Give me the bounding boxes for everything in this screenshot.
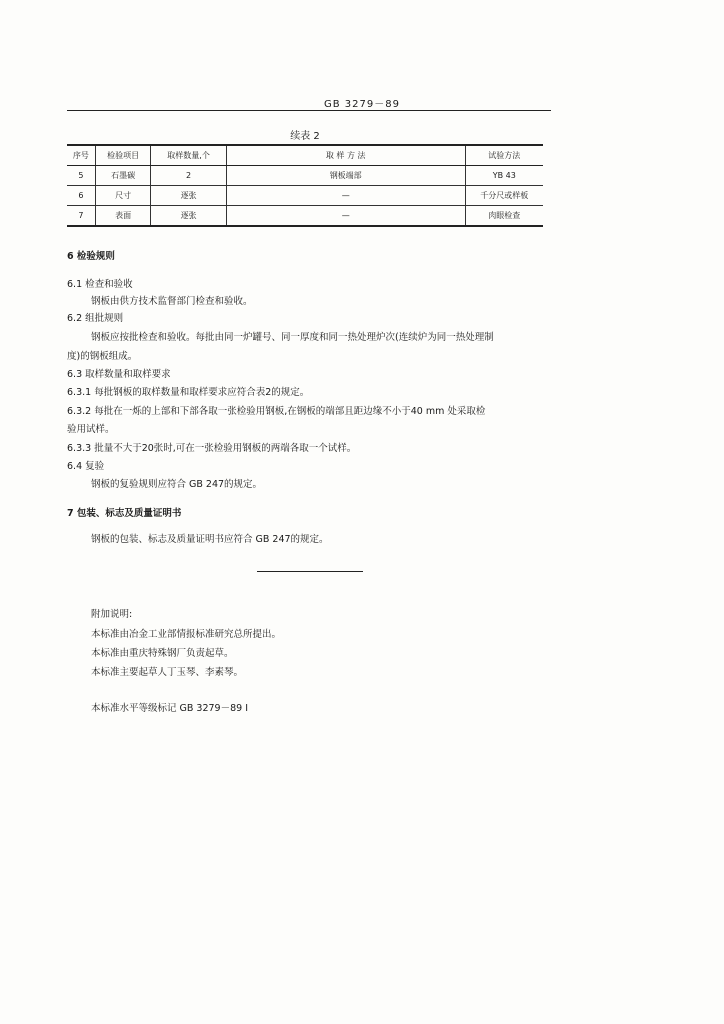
section-6-2-body-2: 度)的钢板组成。 [67,351,138,362]
grade-mark: 本标准水平等级标记 GB 3279－89 I [91,703,249,714]
table-cell: — [226,186,465,206]
table-row [67,166,543,186]
table-cell: 肉眼检查 [465,206,543,227]
table-cell: 钢板端部 [226,166,465,186]
section-6-3-2-line-1: 6.3.2 每批在一烁的上部和下部各取一张检验用钢板,在钢板的端部且距边缘不小于40 mm 处采取检 [67,406,486,417]
notes-title: 附加说明: [91,609,133,620]
table-cell: 尺寸 [95,186,151,206]
table-cell: 2 [151,166,226,186]
section-6-4-body: 钢板的复验规则应符合 GB 247的规定。 [91,479,263,490]
table-cell: 5 [67,166,95,186]
notes-line-1: 本标准由冶金工业部情报标准研究总所提出。 [91,629,282,640]
section-6-3-1: 6.3.1 每批钢板的取样数量和取样要求应符合表2的规定。 [67,387,310,398]
section-6-3-2-line-2: 验用试样。 [67,424,115,435]
table-cell: 表面 [95,206,151,227]
table-cell: 逐张 [151,186,226,206]
section-6-2-title: 6.2 组批规则 [67,313,124,324]
col-header-test: 试验方法 [465,145,543,166]
col-header-seq: 序号 [67,145,95,166]
section-7-body: 钢板的包装、标志及质量证明书应符合 GB 247的规定。 [91,534,329,545]
document-code: GB 3279－89 [324,99,400,110]
section-6-2-body-1: 钢板应按批检查和验收。每批由同一炉罐号、同一厚度和同一热处理炉次(连续炉为同一热处理制 [91,332,494,343]
table-row [67,206,543,227]
notes-line-2: 本标准由重庆特殊钢厂负责起草。 [91,648,234,659]
notes-line-3: 本标准主要起草人丁玉琴、李素琴。 [91,667,244,678]
section-6-4-title: 6.4 复验 [67,461,105,472]
table-cell: 石墨碳 [95,166,151,186]
end-separator [257,571,363,572]
table-cell: 逐张 [151,206,226,227]
table-cell: — [226,206,465,227]
table-row [67,186,543,206]
table-cell: 6 [67,186,95,206]
col-header-item: 检验项目 [95,145,151,166]
section-6-3-3: 6.3.3 批量不大于20张时,可在一张检验用钢板的两端各取一个试样。 [67,443,357,454]
header-rule [67,110,551,111]
table-cell: YB 43 [465,166,543,186]
inspection-table [67,144,543,227]
section-6-3-title: 6.3 取样数量和取样要求 [67,369,171,380]
section-6-title: 6 检验规则 [67,251,115,262]
table-header-row [67,145,543,166]
section-6-1-body: 钢板由供方技术监督部门检查和验收。 [91,296,253,307]
section-6-1-title: 6.1 检查和验收 [67,279,133,290]
col-header-method: 取 样 方 法 [226,145,465,166]
table-title: 续表 2 [290,131,320,142]
col-header-quantity: 取样数量,个 [151,145,226,166]
table-cell: 7 [67,206,95,227]
section-7-title: 7 包装、标志及质量证明书 [67,508,182,519]
table-cell: 千分尺或样板 [465,186,543,206]
